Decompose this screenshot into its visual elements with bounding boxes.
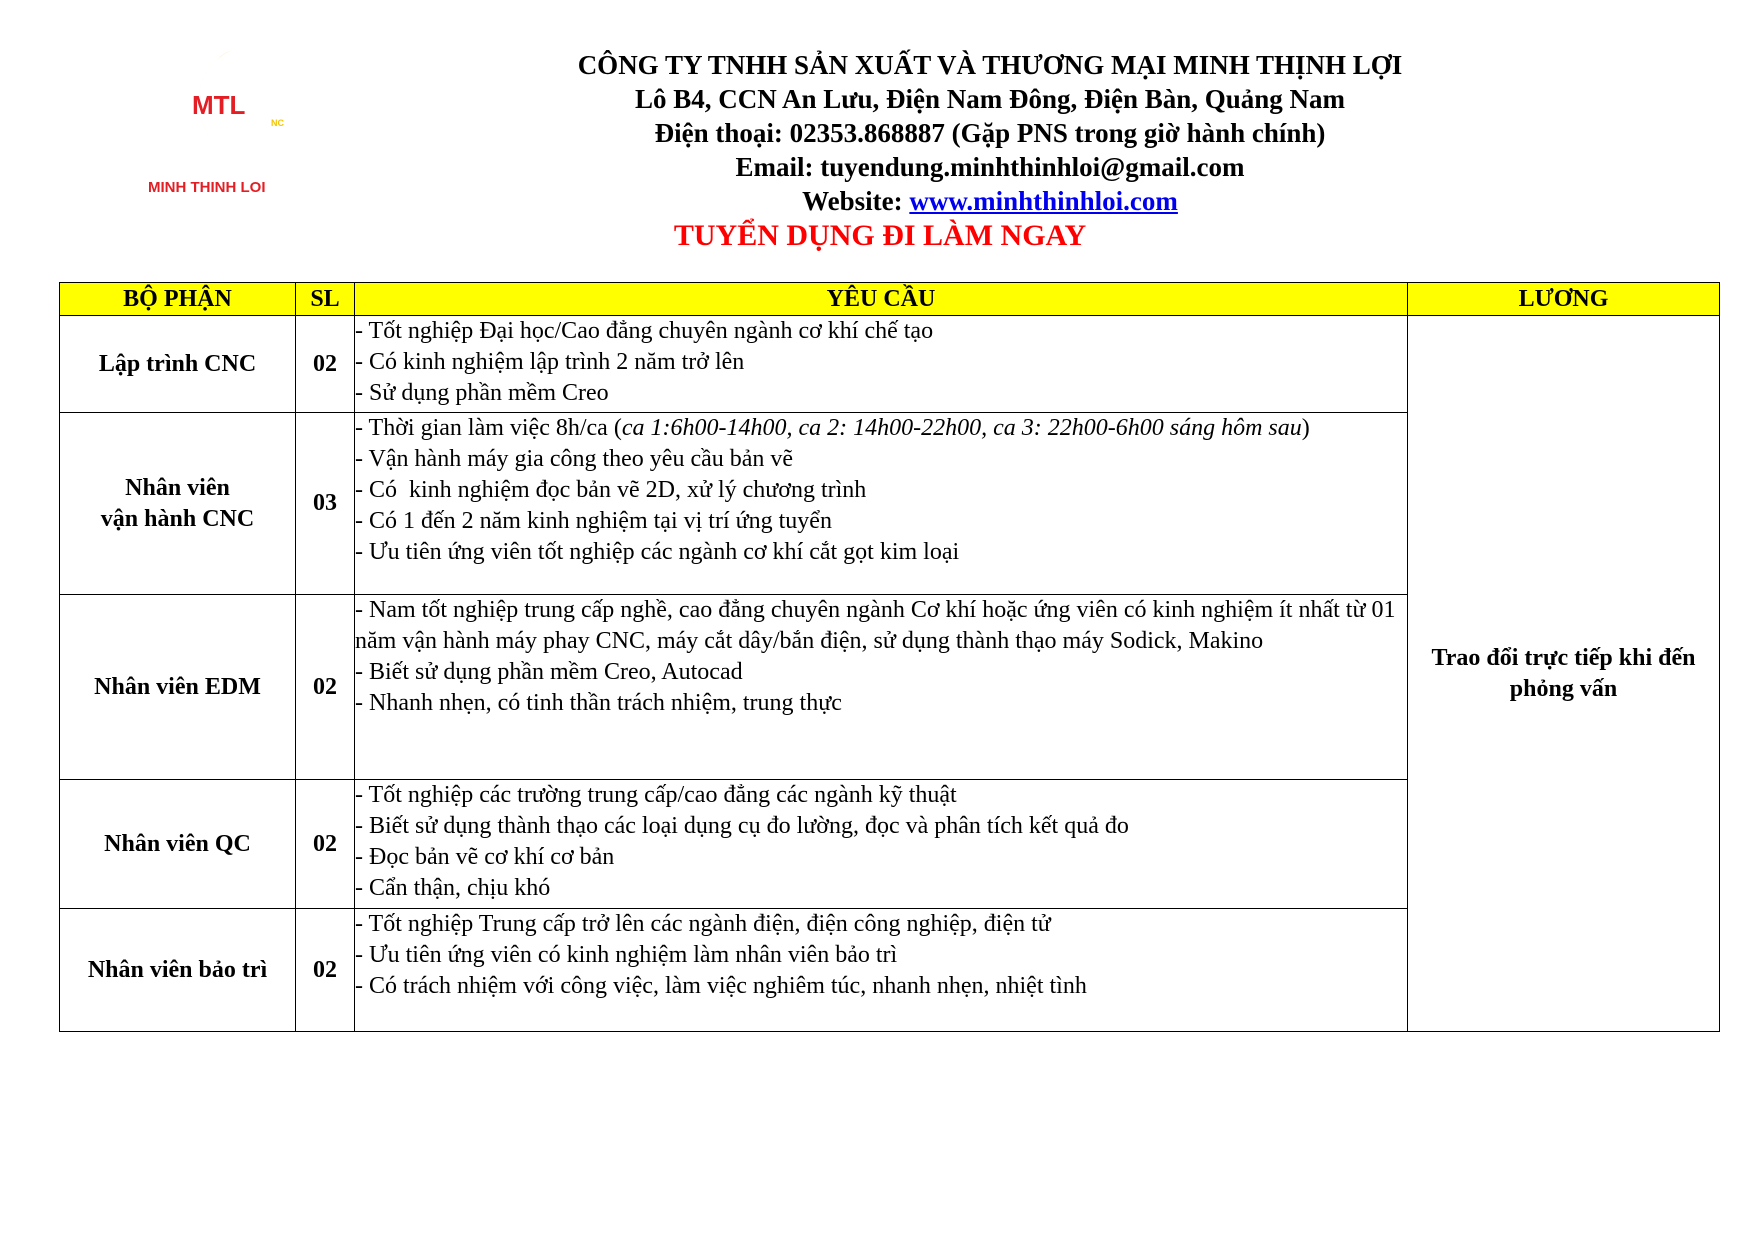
logo-graphic [140, 38, 340, 208]
company-email: Email: tuyendung.minhthinhloi@gmail.com [735, 152, 1245, 182]
qty-cell: 02 [296, 595, 355, 780]
requirement-item: - Có kinh nghiệm lập trình 2 năm trở lên [355, 349, 745, 375]
requirement-item: - Biết sử dụng thành thạo các loại dụng cụ đo lường, đọc và phân tích kết quả đo [355, 813, 1129, 839]
requirements-cell [355, 316, 1408, 413]
requirement-item: - Đọc bản vẽ cơ khí cơ bản [355, 844, 615, 870]
recruitment-headline: TUYỂN DỤNG ĐI LÀM NGAY [673, 219, 1087, 252]
qty-cell: 02 [296, 316, 355, 413]
job-table [59, 282, 1720, 1032]
requirement-item: - Ưu tiên ứng viên tốt nghiệp các ngành cơ khí cắt gọt kim loại [355, 539, 960, 565]
requirements-cell [355, 595, 1408, 780]
dept-cell: Nhân viên bảo trì [60, 909, 296, 1032]
company-website-line [460, 184, 1520, 218]
requirement-item: - Có kinh nghiệm đọc bản vẽ 2D, xử lý chương trình [355, 477, 867, 503]
requirements-cell [355, 909, 1408, 1032]
logo-mark: MTL [192, 90, 246, 120]
header-salary: LƯƠNG [1408, 283, 1720, 316]
table-header-row [60, 283, 1720, 316]
shift-prefix: - Thời gian làm việc 8h/ca ( [355, 415, 622, 441]
dept-line: vận hành CNC [100, 505, 255, 532]
logo-mark-suffix: NC [271, 118, 284, 128]
requirement-item: - Có trách nhiệm với công việc, làm việc nghiêm túc, nhanh nhẹn, nhiệt tình [355, 973, 1087, 999]
shift-suffix: ) [1301, 415, 1310, 441]
header-qty: SL [296, 283, 355, 316]
qty-cell: 02 [296, 909, 355, 1032]
requirement-item: - Biết sử dụng phần mềm Creo, Autocad [355, 659, 743, 685]
requirements-cell [355, 413, 1408, 595]
requirement-item: - Sử dụng phần mềm Creo [355, 380, 609, 406]
requirement-item: - Tốt nghiệp Đại học/Cao đẳng chuyên ngành cơ khí chế tạo [355, 318, 934, 344]
requirement-item: - Nhanh nhẹn, có tinh thần trách nhiệm, trung thực [355, 690, 842, 716]
website-label: Website: [802, 186, 910, 216]
salary-cell: Trao đổi trực tiếp khi đến phỏng vấn [1408, 316, 1720, 1032]
dept-cell [60, 413, 296, 595]
requirement-item: - Có 1 đến 2 năm kinh nghiệm tại vị trí ứng tuyển [355, 508, 832, 534]
dept-cell: Nhân viên QC [60, 780, 296, 909]
requirements-cell [355, 780, 1408, 909]
requirement-item: - Tốt nghiệp Trung cấp trở lên các ngành điện, điện công nghiệp, điện tử [355, 911, 1051, 937]
company-address: Lô B4, CCN An Lưu, Điện Nam Đông, Điện Bàn, Quảng Nam [634, 84, 1346, 114]
table-row [60, 316, 1720, 413]
company-logo [140, 38, 340, 208]
requirement-item: - Cẩn thận, chịu khó [355, 875, 551, 901]
requirement-item: - Vận hành máy gia công theo yêu cầu bản vẽ [355, 446, 794, 472]
shift-detail: ca 1:6h00-14h00, ca 2: 14h00-22h00, ca 3: 22h00-6h00 sáng hôm sau [621, 415, 1302, 441]
website-link[interactable]: www.minhthinhloi.com [909, 186, 1178, 216]
company-name: CÔNG TY TNHH SẢN XUẤT VÀ THƯƠNG MẠI MINH THỊNH LỢI [577, 50, 1403, 80]
qty-cell: 02 [296, 780, 355, 909]
dept-line: Nhân viên [125, 474, 230, 501]
company-phone: Điện thoại: 02353.868887 (Gặp PNS trong giờ hành chính) [654, 118, 1326, 148]
dept-cell: Lập trình CNC [60, 316, 296, 413]
requirement-item-shift [355, 413, 1407, 444]
requirement-item: - Ưu tiên ứng viên có kinh nghiệm làm nhân viên bảo trì [355, 942, 898, 968]
dept-cell: Nhân viên EDM [60, 595, 296, 780]
qty-cell: 03 [296, 413, 355, 595]
header-requirements: YÊU CẦU [355, 283, 1408, 316]
company-header [460, 48, 1520, 218]
header-dept: BỘ PHẬN [60, 283, 296, 316]
logo-name: MINH THINH LOI [148, 179, 266, 196]
requirement-item: - Nam tốt nghiệp trung cấp nghề, cao đẳng chuyên ngành Cơ khí hoặc ứng viên có kinh nghiệm ít nhất từ 01 năm vận hành máy phay CNC, máy cắt dây/bắn điện, sử dụng thành thạo máy Sodick, Makino [355, 597, 1396, 654]
requirement-item: - Tốt nghiệp các trường trung cấp/cao đẳng các ngành kỹ thuật [355, 782, 957, 808]
